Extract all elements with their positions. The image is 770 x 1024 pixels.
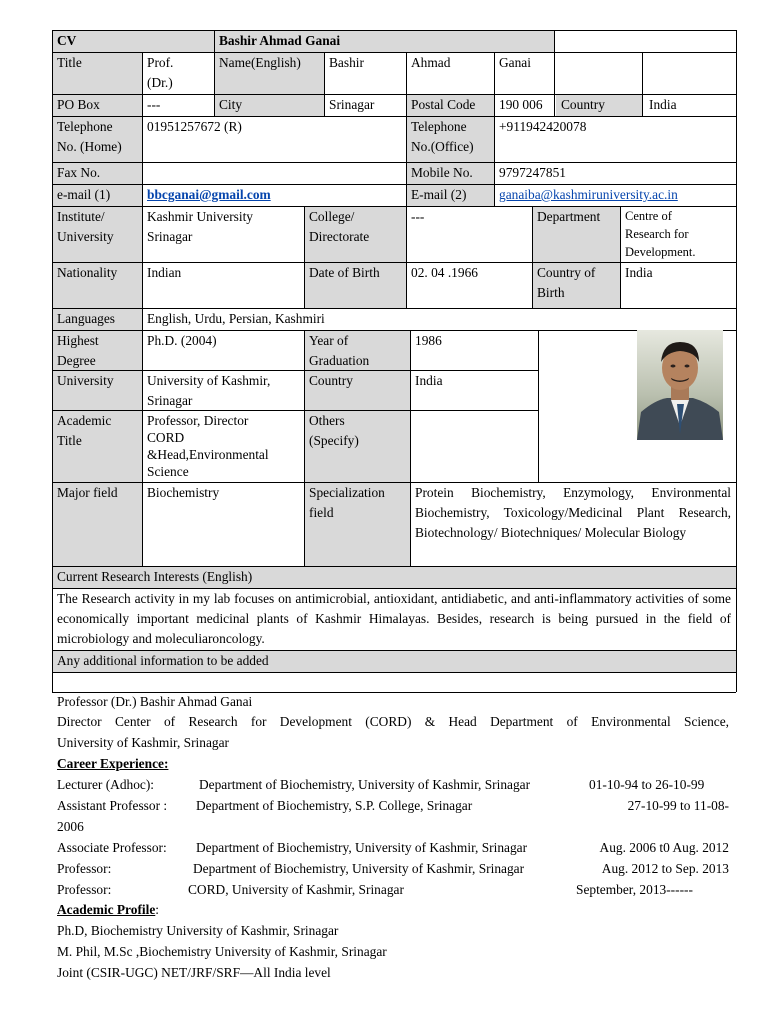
- college-label: College/ Directorate: [309, 209, 370, 244]
- career-role: Lecturer (Adhoc):: [57, 777, 155, 792]
- academic-item: M. Phil, M.Sc ,Biochemistry University of Kashmir, Srinagar: [57, 944, 387, 959]
- dob-value: 02. 04 .1966: [411, 265, 478, 280]
- academic-title-value: Professor, Director CORD &Head,Environmental Science: [147, 413, 269, 479]
- university-value: University of Kashmir, Srinagar: [147, 373, 271, 408]
- department-label: Department: [537, 209, 601, 224]
- department-value: Centre of Research for Development.: [625, 209, 696, 259]
- city-label: City: [219, 97, 243, 112]
- academic-item: Ph.D, Biochemistry University of Kashmir, Srinagar: [57, 923, 339, 938]
- tel-home-label: Telephone No. (Home): [57, 119, 122, 154]
- bio-name-line: Professor (Dr.) Bashir Ahmad Ganai: [57, 694, 253, 709]
- career-period: 01-10-94 to 26-10-99: [589, 777, 705, 792]
- university-label: University: [57, 373, 114, 388]
- po-box-value: ---: [147, 97, 161, 112]
- career-period: 2006: [57, 819, 84, 834]
- career-role: Assistant Professor :: [57, 798, 168, 813]
- fax-label: Fax No.: [57, 165, 101, 180]
- cv-label: CV: [57, 33, 77, 48]
- year-grad-value: 1986: [415, 333, 442, 348]
- country-birth-value: India: [625, 265, 653, 280]
- mobile-value: 9797247851: [499, 165, 566, 180]
- cv-full-name: Bashir Ahmad Ganai: [219, 33, 341, 48]
- career-period: Aug. 2012 to Sep. 2013: [601, 861, 729, 876]
- major-field-value: Biochemistry: [147, 485, 220, 500]
- bio-university-line: University of Kashmir, Srinagar: [57, 735, 230, 750]
- email2-label: E-mail (2): [411, 187, 467, 202]
- year-grad-label: Year of Graduation: [309, 333, 370, 368]
- college-value: ---: [411, 209, 425, 224]
- nationality-label: Nationality: [57, 265, 118, 280]
- major-field-label: Major field: [57, 485, 118, 500]
- tel-office-label: Telephone No.(Office): [411, 119, 474, 154]
- career-place: Department of Biochemistry, University of Kashmir, Srinagar: [199, 777, 531, 792]
- career-place: CORD, University of Kashmir, Srinagar: [188, 882, 404, 897]
- research-interests-label: Current Research Interests (English): [57, 569, 253, 584]
- academic-item: Joint (CSIR-UGC) NET/JRF/SRF—All India level: [57, 965, 331, 980]
- name-english-label: Name(English): [219, 55, 301, 70]
- academic-title-label: Academic Title: [57, 413, 112, 448]
- email1-link[interactable]: bbcganai@gmail.com: [147, 187, 271, 202]
- last-name: Ganai: [499, 55, 531, 70]
- career-place: Department of Biochemistry, S.P. College, Srinagar: [196, 798, 473, 813]
- career-role: Professor:: [57, 882, 112, 897]
- dob-label: Date of Birth: [309, 265, 380, 280]
- specialization-label: Specialization field: [309, 485, 385, 520]
- career-period: 27-10-99 to 11-08-: [627, 798, 729, 813]
- postal-code-label: Postal Code: [411, 97, 476, 112]
- institute-label: Institute/ University: [57, 209, 114, 244]
- email1-label: e-mail (1): [57, 187, 111, 202]
- career-period: September, 2013------: [576, 882, 693, 897]
- mobile-label: Mobile No.: [411, 165, 473, 180]
- career-place: Department of Biochemistry, University of Kashmir, Srinagar: [193, 861, 525, 876]
- languages-label: Languages: [57, 311, 116, 326]
- country-value: India: [649, 97, 677, 112]
- specialization-value: Protein Biochemistry, Enzymology, Environmental Biochemistry, Toxicology/Medicinal Plant Research, Biotechnology/ Biotechniques/ Molecular Biology: [415, 485, 731, 540]
- career-place: Department of Biochemistry, University of Kashmir, Srinagar: [196, 840, 528, 855]
- research-interests-text: The Research activity in my lab focuses on antimicrobial, antioxidant, antidiabetic, and anti-inflammatory activities of some economically important medicinal plants of Kashmir Himalayas. Besides, research is being pursued in the field of microbiology and moleculiaroncology.: [57, 591, 731, 646]
- fax-value: [142, 162, 406, 164]
- bio-director-line: Director Center of Research for Development (CORD) & Head Department of Environmental Science,: [57, 714, 729, 729]
- title-label: Title: [57, 55, 82, 70]
- career-period: Aug. 2006 t0 Aug. 2012: [599, 840, 729, 855]
- postal-code-value: 190 006: [499, 97, 543, 112]
- tel-office-value: +911942420078: [499, 119, 587, 134]
- academic-profile-heading: [57, 900, 159, 920]
- additional-info-label: Any additional information to be added: [57, 653, 269, 668]
- others-label: Others (Specify): [309, 413, 359, 448]
- country-birth-label: Country of Birth: [537, 265, 596, 300]
- highest-degree-value: Ph.D. (2004): [147, 333, 217, 348]
- languages-value: English, Urdu, Persian, Kashmiri: [147, 311, 325, 326]
- nationality-value: Indian: [147, 265, 182, 280]
- country2-label: Country: [309, 373, 353, 388]
- career-role: Associate Professor:: [57, 840, 167, 855]
- country-label: Country: [561, 97, 605, 112]
- title-value: Prof. (Dr.): [147, 55, 174, 90]
- career-experience-heading: Career Experience:: [57, 756, 169, 771]
- academic-profile-heading-colon: :: [155, 902, 160, 917]
- email2-link[interactable]: ganaiba@kashmiruniversity.ac.in: [499, 187, 678, 202]
- country2-value: India: [415, 373, 443, 388]
- tel-home-value: 01951257672 (R): [147, 119, 242, 134]
- city-value: Srinagar: [329, 97, 375, 112]
- portrait-image: [637, 330, 723, 440]
- po-box-label: PO Box: [57, 97, 100, 112]
- career-role: Professor:: [57, 861, 112, 876]
- academic-profile-heading-text: Academic Profile: [57, 902, 156, 917]
- profile-photo: [637, 330, 723, 440]
- highest-degree-label: Highest Degree: [57, 333, 99, 368]
- institute-value: Kashmir University Srinagar: [147, 209, 253, 244]
- first-name: Bashir: [329, 55, 364, 70]
- middle-name: Ahmad: [411, 55, 451, 70]
